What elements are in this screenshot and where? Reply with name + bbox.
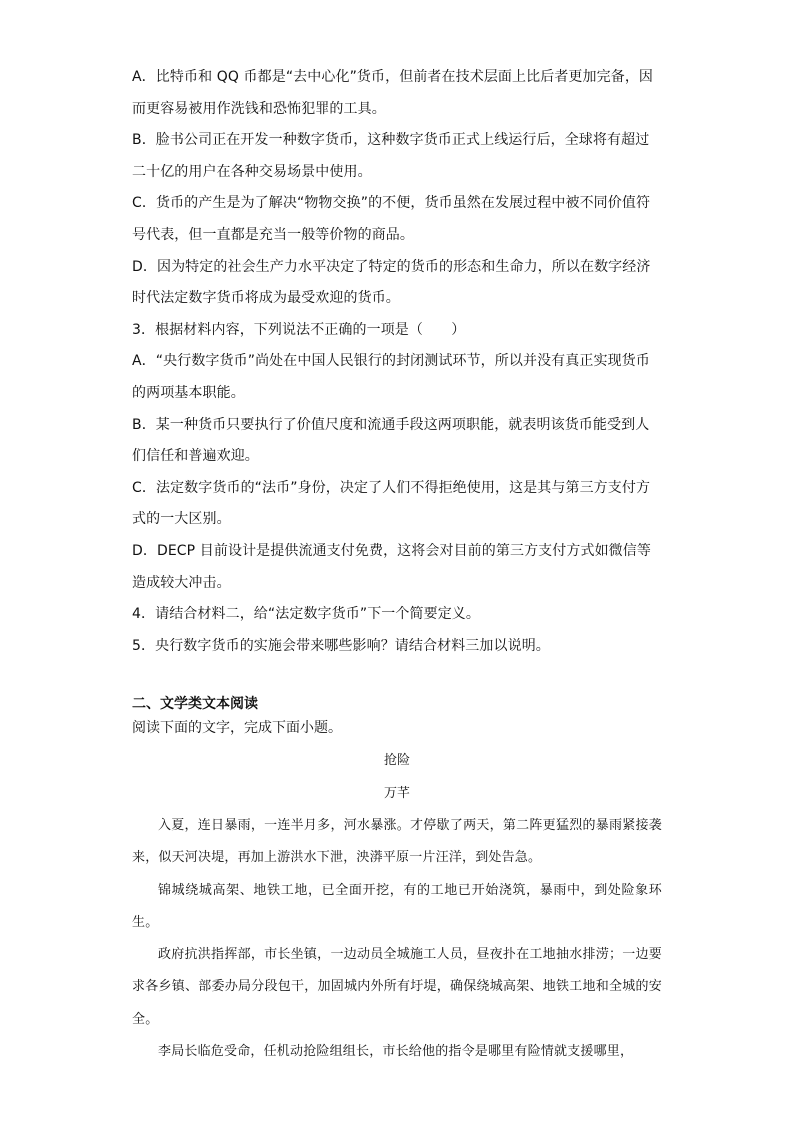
story-title: 抢险 <box>383 753 410 769</box>
option-d-q2: D．因为特定的社会生产力水平决定了特定的货币的形态和生命力，所以在数字经济时代法定数字货币将成为最受欢迎的货币。 <box>132 258 651 307</box>
section-instruction: 阅读下面的文字，完成下面小题。 <box>132 720 342 737</box>
story-paragraph: 锦城绕城高架、地铁工地，已全面开挖，有的工地已开始浇筑，暴雨中，到处险象环生。 <box>132 882 662 930</box>
story-paragraph: 李局长临危受命，任机动抢险组组长，市长给他的指令是哪里有险情就支援哪里， <box>158 1043 634 1059</box>
question-3-stem: 3．根据材料内容，下列说法不正确的一项是（ ） <box>132 321 466 338</box>
question-5: 5．央行数字货币的实施会带来哪些影响？请结合材料三加以说明。 <box>132 637 550 654</box>
option-b-q3: B．某一种货币只要执行了价值尺度和流通手段这两项职能，就表明该货币能受到人们信任和普遍欢迎。 <box>132 416 650 465</box>
story-paragraph: 入夏，连日暴雨，一连半月多，河水暴涨。才停歇了两天，第二阵更猛烈的暴雨紧接袭来，似天河决堤，再加上游洪水下泄，泱漭平原一片汪洋，到处告急。 <box>132 818 662 866</box>
option-a-q2: A．比特币和 QQ 币都是“去中心化”货币，但前者在技术层面上比后者更加完备，因而更容易被用作洗钱和恐怖犯罪的工具。 <box>132 69 654 117</box>
section-title: 二、文学类文本阅读 <box>132 696 258 713</box>
story-paragraph: 政府抗洪指挥部，市长坐镇，一边动员全城施工人员，昼夜扑在工地抽水排涝；一边要求各乡镇、部委办局分段包干，加固城内外所有圩堤，确保绕城高架、地铁工地和全城的安全。 <box>132 947 662 1027</box>
story-author: 万芊 <box>383 786 410 802</box>
question-4: 4．请结合材料二，给“法定数字货币”下一个简要定义。 <box>132 606 481 623</box>
option-c-q3: C．法定数字货币的“法币”身份，决定了人们不得拒绝使用，这是其与第三方支付方式的一大区别。 <box>132 479 651 528</box>
option-a-q3: A．“央行数字货币”尚处在中国人民银行的封闭测试环节，所以并没有真正实现货币的两项基本职能。 <box>132 353 650 401</box>
section-gap <box>132 662 662 692</box>
option-b-q2: B．脸书公司正在开发一种数字货币，这种数字货币正式上线运行后，全球将有超过二十亿的用户在各种交易场景中使用。 <box>132 132 650 180</box>
option-d-q3: D．DECP 目前设计是提供流通支付免费，这将会对目前的第三方支付方式如微信等造成较大冲击。 <box>132 542 651 591</box>
page-content <box>132 62 662 1068</box>
option-c-q2: C．货币的产生是为了解决“物物交换”的不便，货币虽然在发展过程中被不同价值符号代表，但一直都是充当一般等价物的商品。 <box>132 195 651 243</box>
